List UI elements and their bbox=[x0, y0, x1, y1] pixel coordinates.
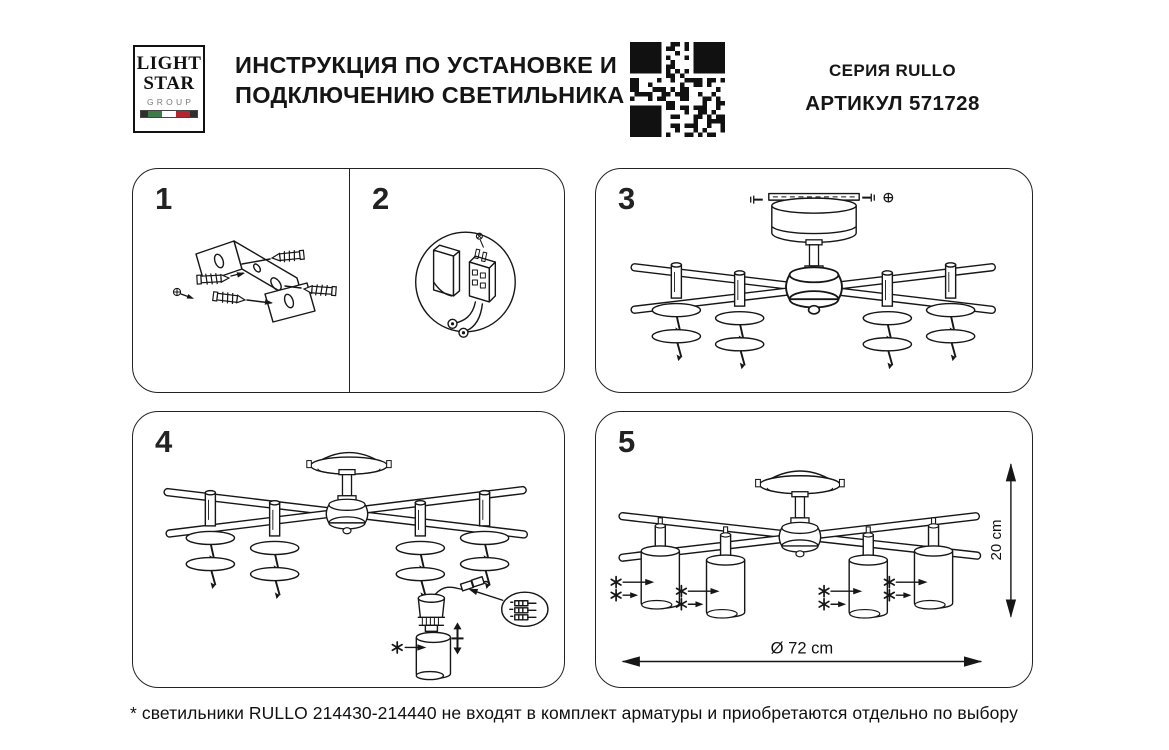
lamp-shade bbox=[641, 546, 679, 609]
lightstar-logo bbox=[133, 45, 205, 133]
product-info bbox=[770, 61, 1015, 116]
diameter-dimension-arrow bbox=[623, 638, 981, 661]
diameter-dimension-label: Ø 72 cm bbox=[770, 638, 834, 658]
lamp-holder bbox=[461, 491, 509, 589]
lamp-socket bbox=[418, 594, 444, 631]
step-number-3: 3 bbox=[618, 181, 636, 216]
step-panel-1-2 bbox=[132, 168, 565, 393]
lamp-shade bbox=[914, 546, 952, 609]
height-dimension-arrow bbox=[988, 465, 1011, 617]
lamp-holder bbox=[396, 501, 444, 599]
stem bbox=[791, 492, 809, 524]
qr-code bbox=[630, 42, 725, 137]
step-1-area bbox=[133, 169, 349, 392]
terminal-callout bbox=[468, 586, 548, 626]
screw-icon bbox=[884, 193, 893, 202]
footnote: * светильники RULLO 214430-214440 не входят в комплект арматуры и приобретаются отдельно по выбору bbox=[130, 703, 1018, 723]
stem bbox=[338, 470, 356, 502]
lamp-shade bbox=[707, 555, 745, 618]
step-2-area bbox=[349, 169, 564, 392]
screw-icon bbox=[173, 288, 194, 301]
step-number-5: 5 bbox=[618, 424, 636, 459]
step-number-1: 1 bbox=[155, 181, 173, 216]
step-panel-4 bbox=[132, 411, 565, 688]
step-number-2: 2 bbox=[372, 181, 390, 216]
logo-word-group: GROUP bbox=[147, 97, 195, 107]
step-panel-3 bbox=[595, 168, 1033, 393]
canopy-mounting-diagram bbox=[596, 169, 1032, 392]
title-line-1: ИНСТРУКЦИЯ ПО УСТАНОВКЕ И bbox=[235, 52, 618, 78]
lamp-shade bbox=[416, 632, 450, 679]
series-label: СЕРИЯ RULLO bbox=[828, 61, 957, 80]
lamp-holder bbox=[186, 491, 234, 589]
ceiling-canopy bbox=[756, 471, 845, 494]
final-assembly-diagram bbox=[596, 412, 1032, 687]
wire bbox=[435, 577, 489, 594]
step-panel-5 bbox=[595, 411, 1033, 688]
move-arrow-icon bbox=[451, 622, 463, 654]
ceiling-canopy bbox=[772, 198, 856, 242]
central-hub bbox=[326, 499, 367, 533]
page-title bbox=[235, 50, 625, 110]
detail-circle bbox=[416, 232, 516, 332]
logo-word-light: LIGHT bbox=[136, 53, 202, 74]
height-dimension-label: 20 cm bbox=[987, 519, 1005, 561]
logo-word-star: STAR bbox=[143, 73, 195, 94]
italian-flag-stripe bbox=[141, 111, 197, 117]
step-number-4: 4 bbox=[155, 424, 173, 459]
article-label: АРТИКУЛ 571728 bbox=[805, 92, 980, 115]
central-hub bbox=[779, 522, 820, 556]
lamp-shade bbox=[849, 555, 887, 618]
central-hub bbox=[786, 267, 842, 314]
shade-assembly-diagram bbox=[133, 412, 564, 687]
title-line-2: ПОДКЛЮЧЕНИЮ СВЕТИЛЬНИКА bbox=[235, 82, 625, 108]
